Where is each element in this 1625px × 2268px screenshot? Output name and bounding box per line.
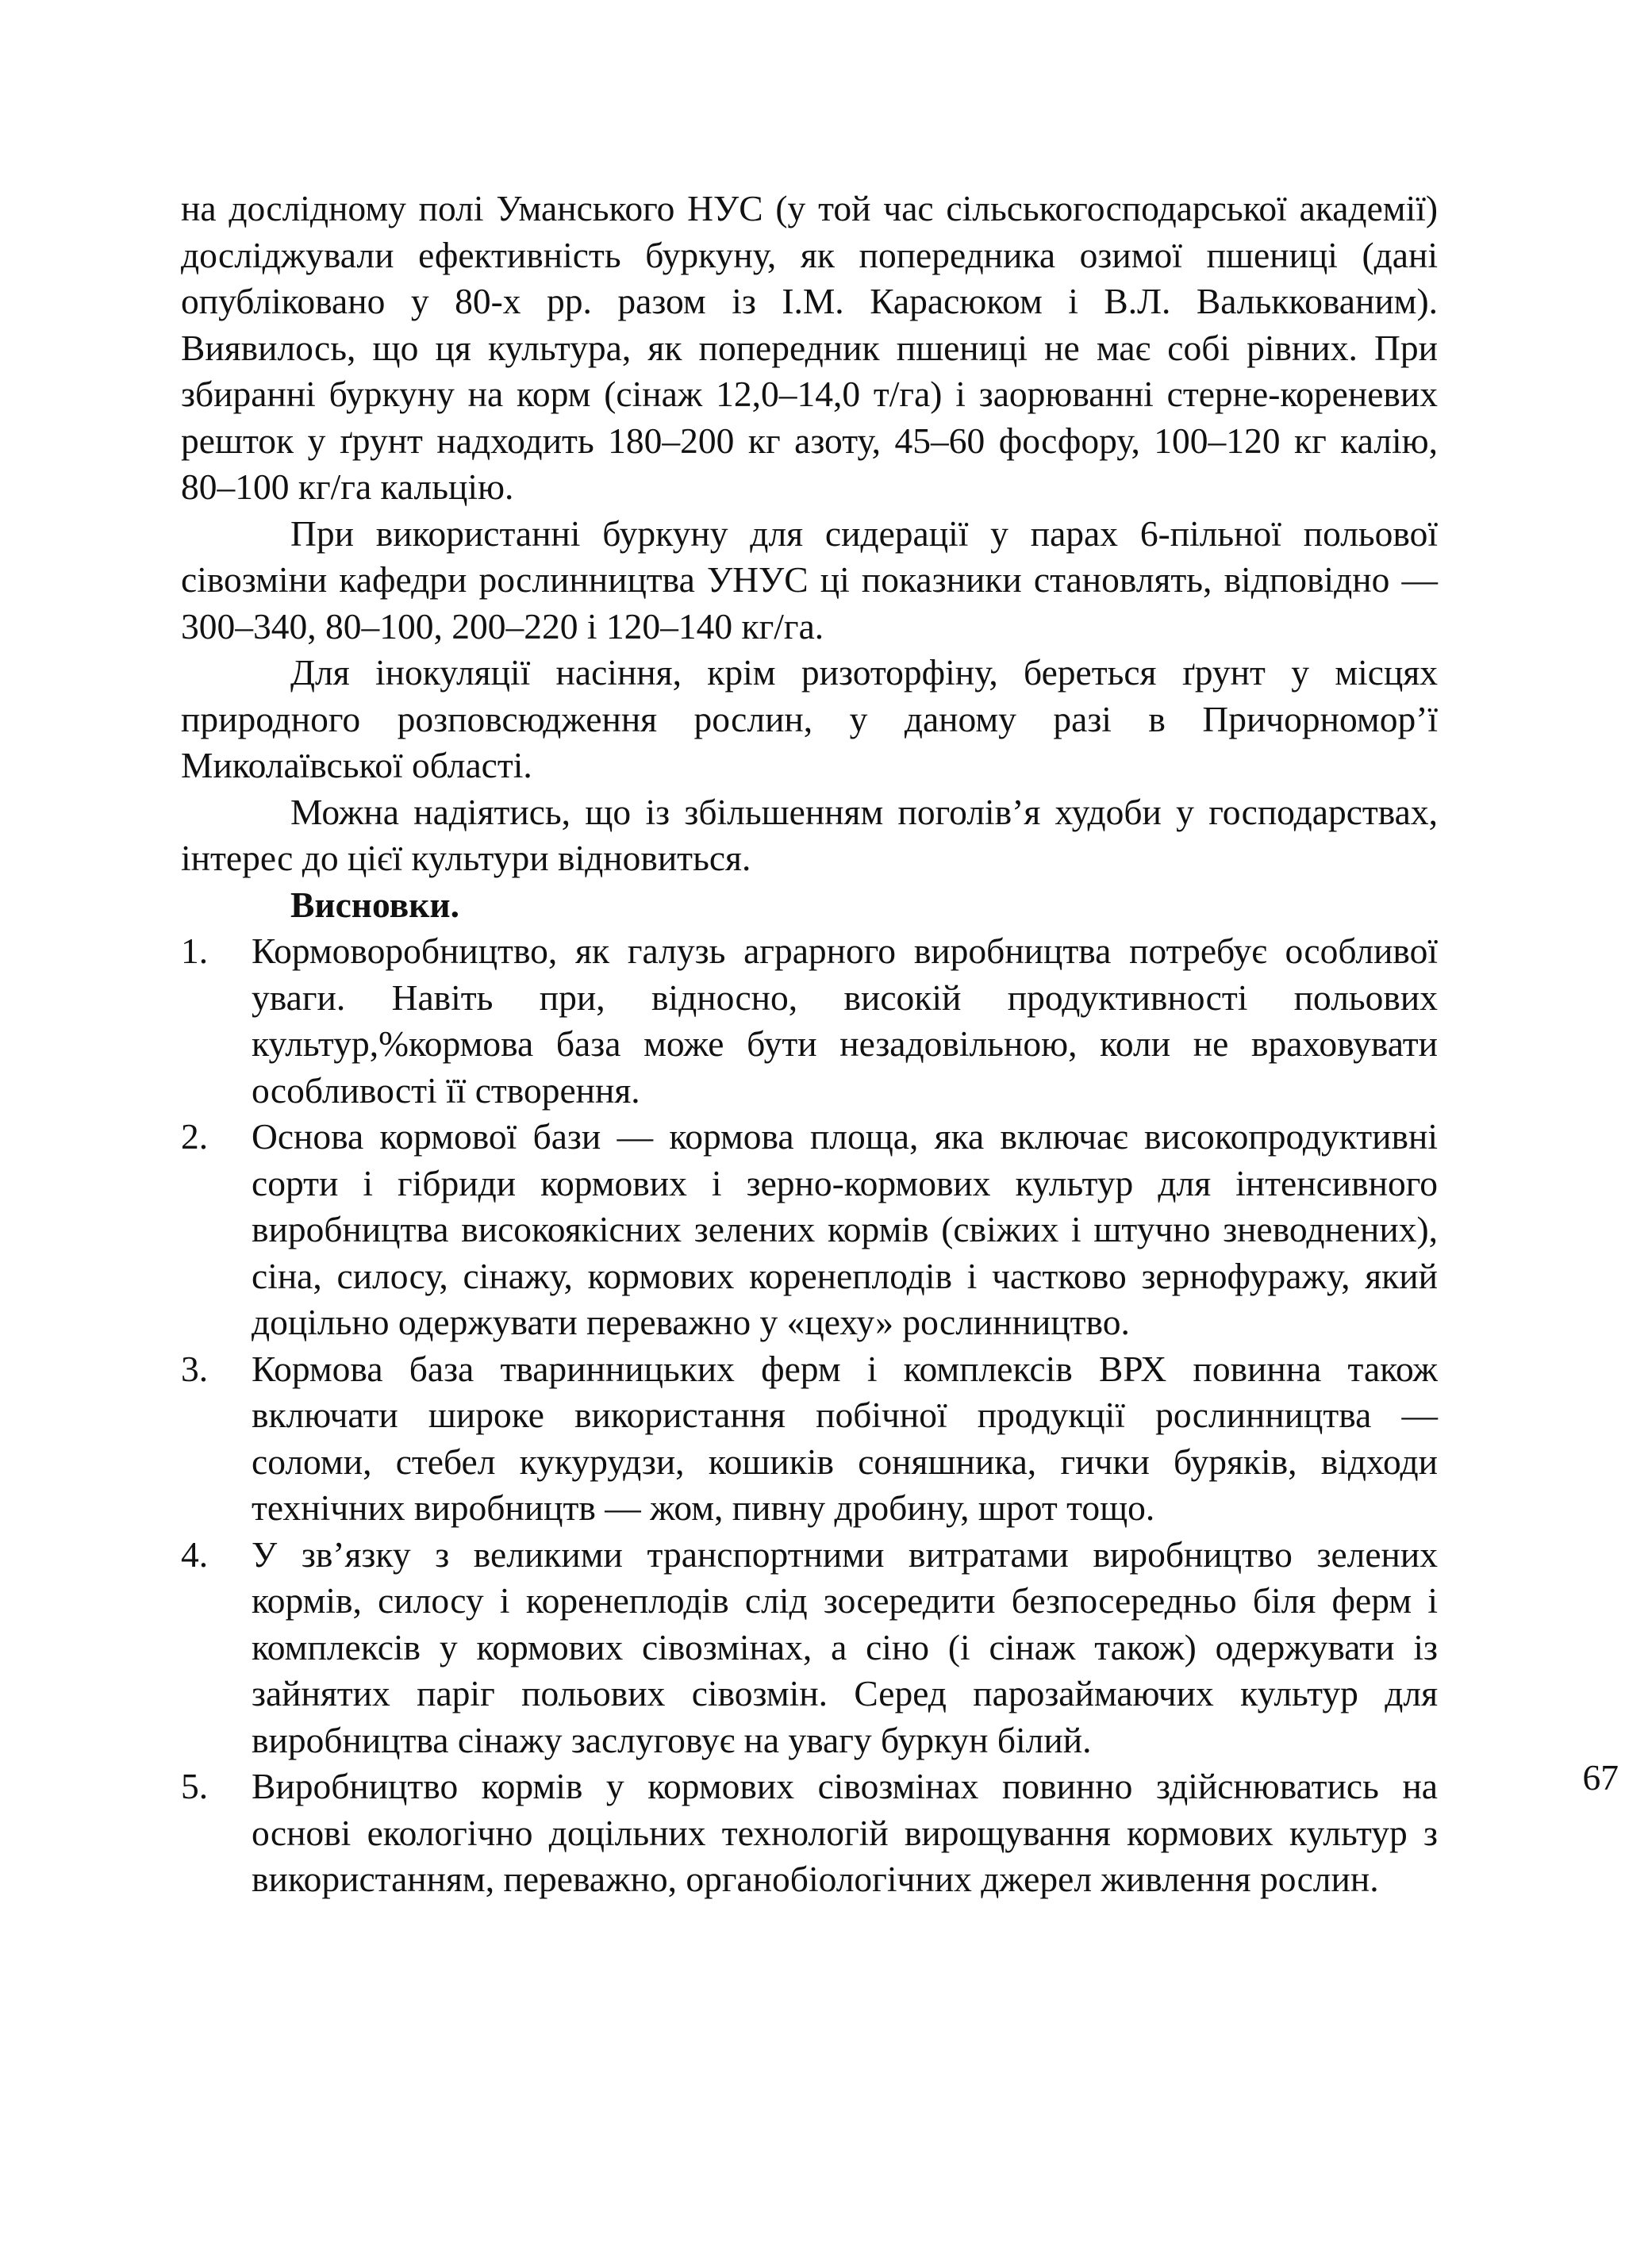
list-item-text: Виробництво кормів у кормових сівозмінах повинно здійснюватись на основі екологічно доцільних технологій вирощування кормових культур з використанням, переважно, органобіологічних джерел живлення рослин.	[252, 1766, 1438, 1899]
paragraph-livestock: Можна надіятись, що із збільшенням поголів’я худоби у господарствах, інтерес до цієї культури відновиться.	[181, 791, 1438, 878]
list-item-text: Кормова база тваринницьких ферм і комплексів ВРХ повинна також включати широке використання побічної продукції рослинництва — соломи, стебел кукурудзи, кошиків соняшника, гички буряків, відходи технічних виробництв — жом, пивну дробину, шрот тощо.	[252, 1348, 1438, 1528]
paragraph-inoculation: Для інокуляції насіння, крім ризоторфіну, береться ґрунт у місцях природного розповсюдження рослин, у даному разі в Причорномор’ї Миколаївської області.	[181, 652, 1438, 785]
list-item-number: 2.	[181, 1116, 209, 1157]
conclusions-list	[181, 928, 1438, 1903]
list-item-number: 5.	[181, 1766, 209, 1806]
list-item	[181, 1763, 1438, 1903]
list-item	[181, 1346, 1438, 1532]
paragraph-continuation: на дослідному полі Уманського НУС (у той час сільськогосподарської академії) досліджували ефективність буркуну, як попередника озимої пшениці (дані опубліковано у 80-х рр. разом із І.М. Карасюком і В.Л. Вальккованим). Виявилось, що ця культура, як попередник пшениці не має собі рівних. При збиранні буркуну на корм (сінаж 12,0–14,0 т/га) і заорюванні стерне-кореневих решток у ґрунт надходить 180–200 кг азоту, 45–60 фосфору, 100–120 кг калію, 80–100 кг/га кальцію.	[181, 188, 1438, 507]
list-item-text: У зв’язку з великими транспортними витратами виробництво зелених кормів, силосу і коренеплодів слід зосередити безпосередньо біля ферм і комплексів у кормових сівозмінах, а сіно (і сінаж також) одержувати із зайнятих паріг польових сівозмін. Серед парозаймаючих культур для виробництва сінажу заслуговує на увагу буркун білий.	[252, 1533, 1438, 1760]
list-item-text: Основа кормової бази — кормова площа, яка включає високопродуктивні сорти і гібриди кормових і зерно-кормових культур для інтенсивного виробництва високоякісних зелених кормів (свіжих і штучно зневоднених), сіна, силосу, сінажу, кормових коренеплодів і частково зернофуражу, який доцільно одержувати переважно у «цеху» рослинництво.	[252, 1116, 1438, 1342]
conclusions-heading: Висновки.	[290, 884, 459, 925]
list-item-number: 4.	[181, 1533, 209, 1575]
list-item-number: 3.	[181, 1348, 209, 1389]
list-item	[181, 1114, 1438, 1346]
list-item	[181, 928, 1438, 1114]
list-item	[181, 1532, 1438, 1764]
list-item-text: Кормоворобництво, як галузь аграрного виробництва потребує особливої уваги. Навіть при, відносно, високій продуктивності польових культур,%кормова база може бути незадовільною, коли не враховувати особливості її створення.	[252, 931, 1438, 1111]
document-body	[181, 186, 1438, 1903]
page-number: 67	[1582, 1757, 1619, 1798]
list-item-number: 1.	[181, 931, 209, 971]
paragraph-sideration: При використанні буркуну для сидерації у парах 6-пільної польової сівозміни кафедри рослинництва УНУС ці показники становлять, відповідно — 300–340, 80–100, 200–220 і 120–140 кг/га.	[181, 512, 1438, 647]
